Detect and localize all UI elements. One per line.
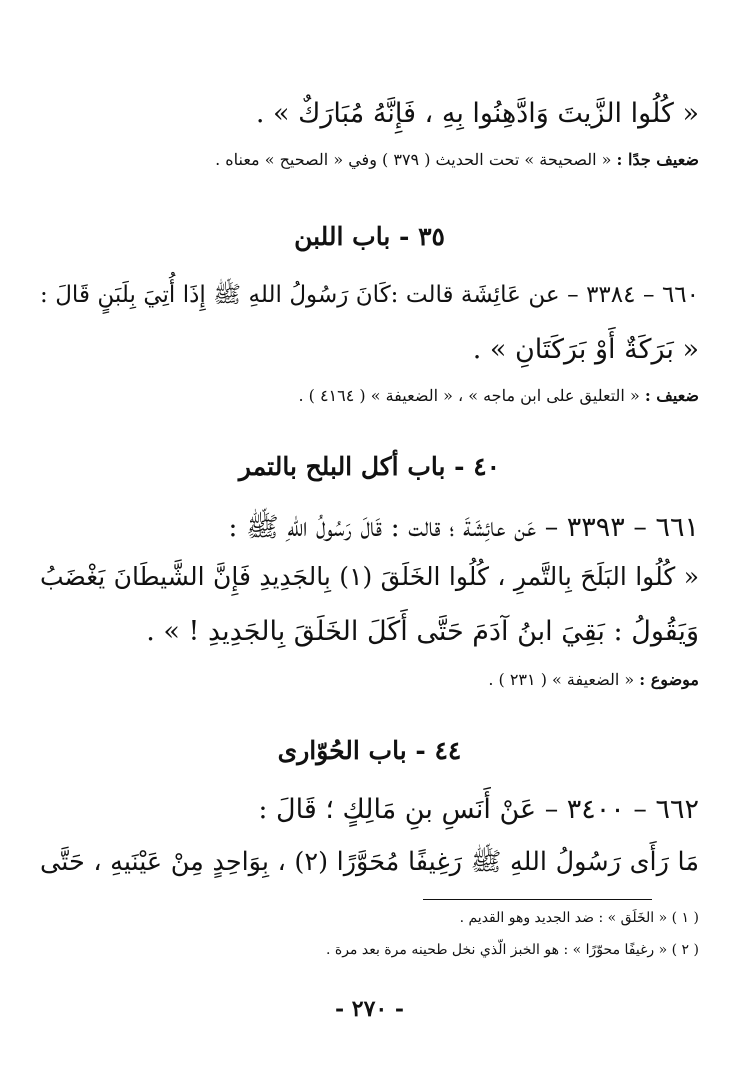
hadith-grade (40, 670, 699, 689)
chapter-heading: ٣٥ - باب اللبن (294, 222, 445, 251)
grade-label: ضعيف : (644, 386, 699, 405)
grade-label: ضعيف جدًا : (616, 150, 699, 169)
hadith-grade (40, 150, 699, 169)
hadith-text-line: ٦٦١ – ٣٣٩٣ – عَن عائِشَةَ ؛ قالت : قَالَ رَسُولُ اللهِ ﷺ : (228, 512, 699, 543)
grade-source: « الضعيفة » ( ٢٣١ ) . (488, 670, 640, 689)
hadith-text-line: « بَرَكَةٌ أَوْ بَرَكَتَانِ » . (472, 334, 699, 365)
hadith-text-line: ٦٦٠ – ٣٣٨٤ – عن عَائِشَة قالت :كَانَ رَسُولُ اللهِ ﷺ إِذَا أُتِيَ بِلَبَنٍ قَالَ : (40, 282, 699, 308)
footnote: ( ٢ ) « رغيفًا محوّرًا » : هو الخبز الّذي نخل طحينه مرة بعد مرة . (325, 942, 699, 958)
footnote-divider (423, 899, 652, 900)
hadith-grade (40, 386, 699, 405)
hadith-text-line: « كُلُوا البَلَحَ بِالتَّمرِ ، كُلُوا الخَلَقَ (١) بِالجَدِيدِ فَإِنَّ الشَّيطَانَ يَغْضَبُ (40, 562, 699, 591)
chapter-heading: ٤٠ - باب أكل البلح بالتمر (238, 452, 501, 481)
grade-source: « الصحيحة » تحت الحديث ( ٣٧٩ ) وفي « الصحيح » معناه . (215, 150, 617, 169)
hadith-text-line: « كُلُوا الزَّيتَ وَادَّهِنُوا بِهِ ، فَإِنَّهُ مُبَارَكٌ » . (255, 98, 699, 129)
page-number: - ٢٧٠ - (334, 996, 405, 1022)
footnote: ( ١ ) « الخَلَق » : ضد الجديد وهو القديم . (459, 910, 699, 926)
hadith-text-line: وَيَقُولُ : بَقِيَ ابنُ آدَمَ حَتَّى أَكَلَ الخَلَقَ بِالجَدِيدِ ! » . (146, 616, 699, 647)
hadith-text-line: مَا رَأَى رَسُولُ اللهِ ﷺ رَغِيفًا مُحَوَّرًا (٢) ، بِوَاحِدٍ مِنْ عَيْنَيهِ ، حَتَّى (40, 847, 699, 877)
chapter-heading: ٤٤ - باب الحُوّارى (277, 736, 462, 765)
grade-label: موضوع : (639, 670, 699, 689)
grade-source: « التعليق على ابن ماجه » ، « الضعيفة » ( ٤١٦٤ ) . (298, 386, 645, 405)
hadith-text-line: ٦٦٢ – ٣٤٠٠ – عَنْ أَنَسِ بنِ مَالِكٍ ؛ قَالَ : (258, 794, 699, 825)
